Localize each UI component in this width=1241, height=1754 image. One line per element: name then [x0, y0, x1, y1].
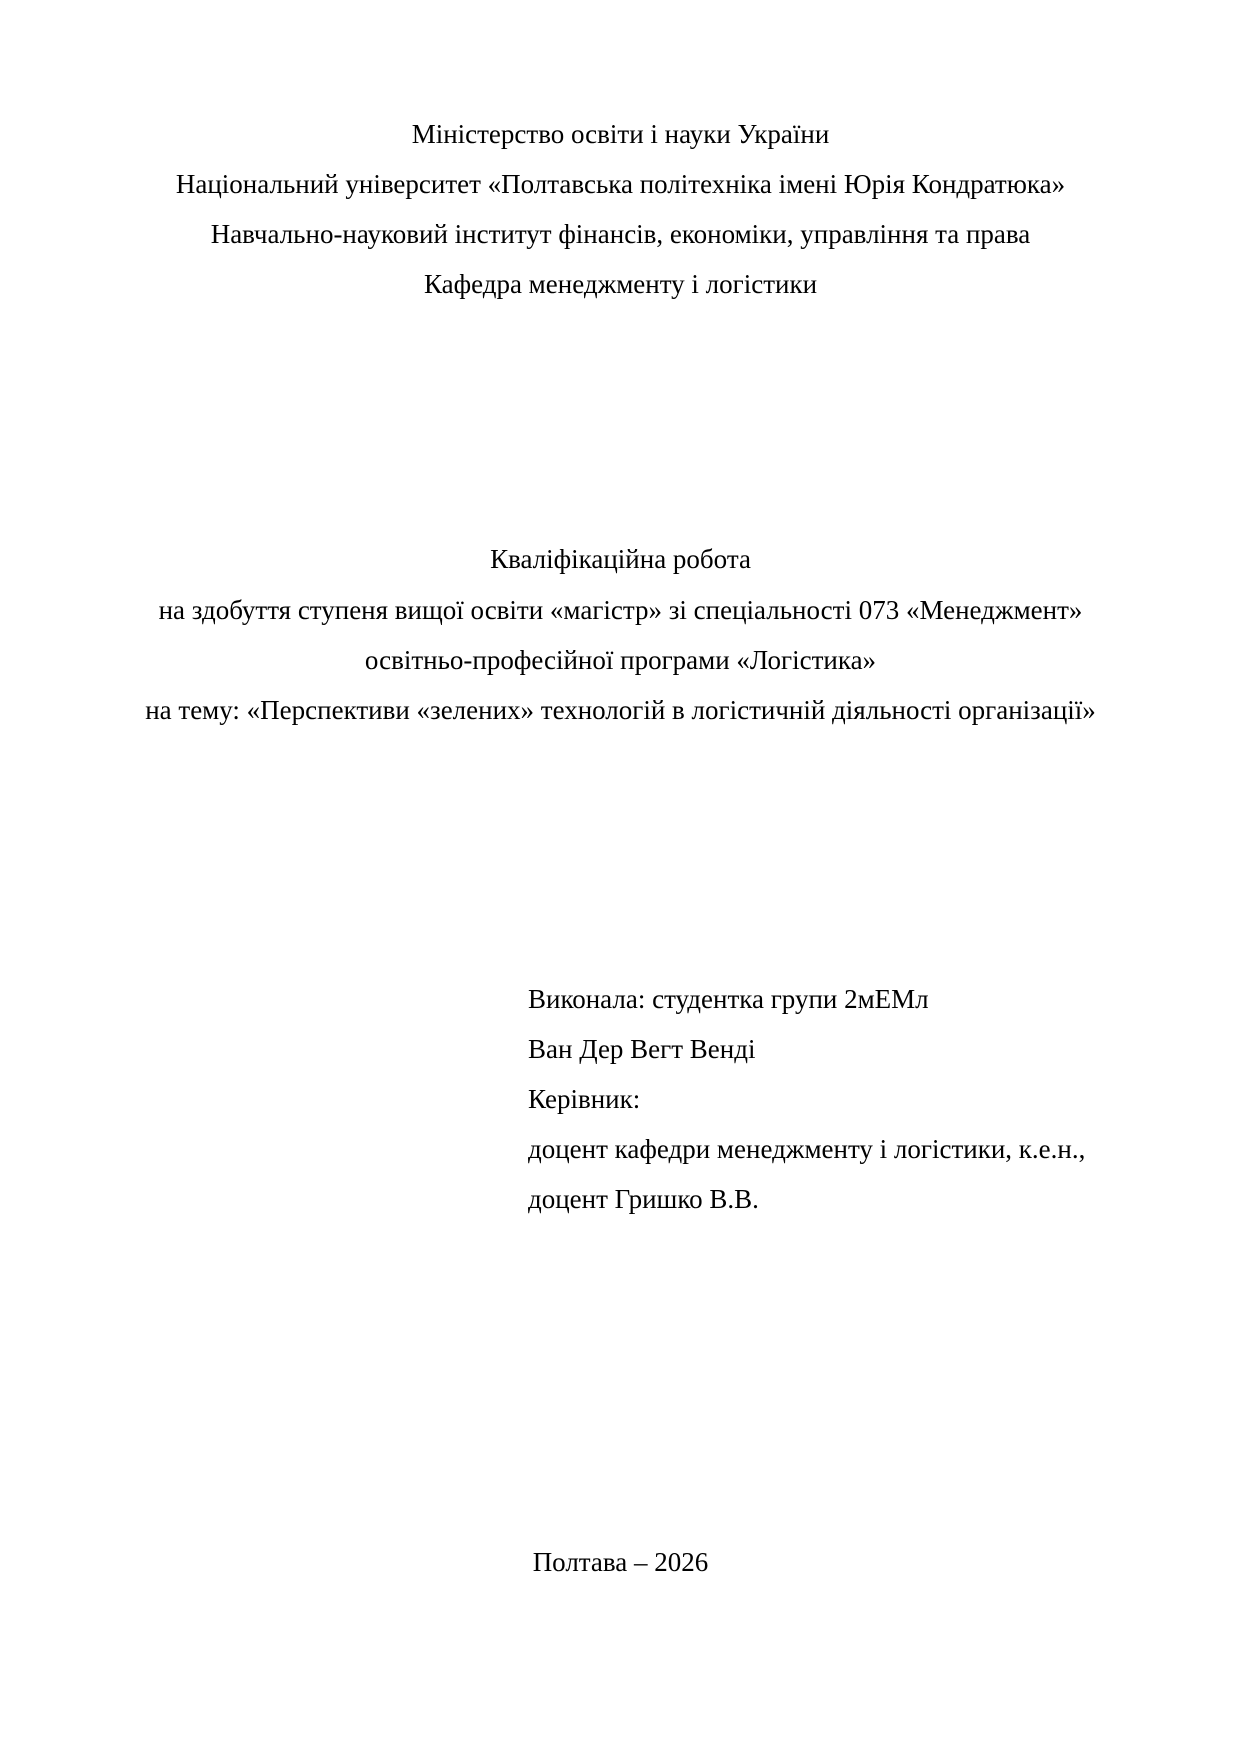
city-year-line: Полтава – 2026 [532, 1547, 709, 1577]
degree-line: на здобуття ступеня вищої освіти «магістр» зі спеціальності 073 «Менеджмент» [158, 595, 1083, 625]
program-line: освітньо-професійної програми «Логістика» [364, 645, 877, 675]
supervisor-name-line: доцент Гришко В.В. [528, 1184, 759, 1214]
institute-line: Навчально-науковий інститут фінансів, економіки, управління та права [210, 219, 1031, 249]
ministry-line: Міністерство освіти і науки України [411, 119, 830, 149]
work-type-line: Кваліфікаційна робота [490, 544, 751, 574]
supervisor-label-line: Керівник: [528, 1084, 641, 1114]
topic-line: на тему: «Перспективи «зелених» технологій в логістичній діяльності організації» [145, 695, 1096, 725]
supervisor-position-line: доцент кафедри менеджменту і логістики, к.е.н., [528, 1134, 1086, 1164]
student-name-line: Ван Дер Вегт Венді [528, 1034, 756, 1064]
department-line: Кафедра менеджменту і логістики [423, 269, 818, 299]
performed-by-line: Виконала: студентка групи 2мЕМл [528, 984, 929, 1014]
university-line: Національний університет «Полтавська політехніка імені Юрія Кондратюка» [175, 169, 1066, 199]
